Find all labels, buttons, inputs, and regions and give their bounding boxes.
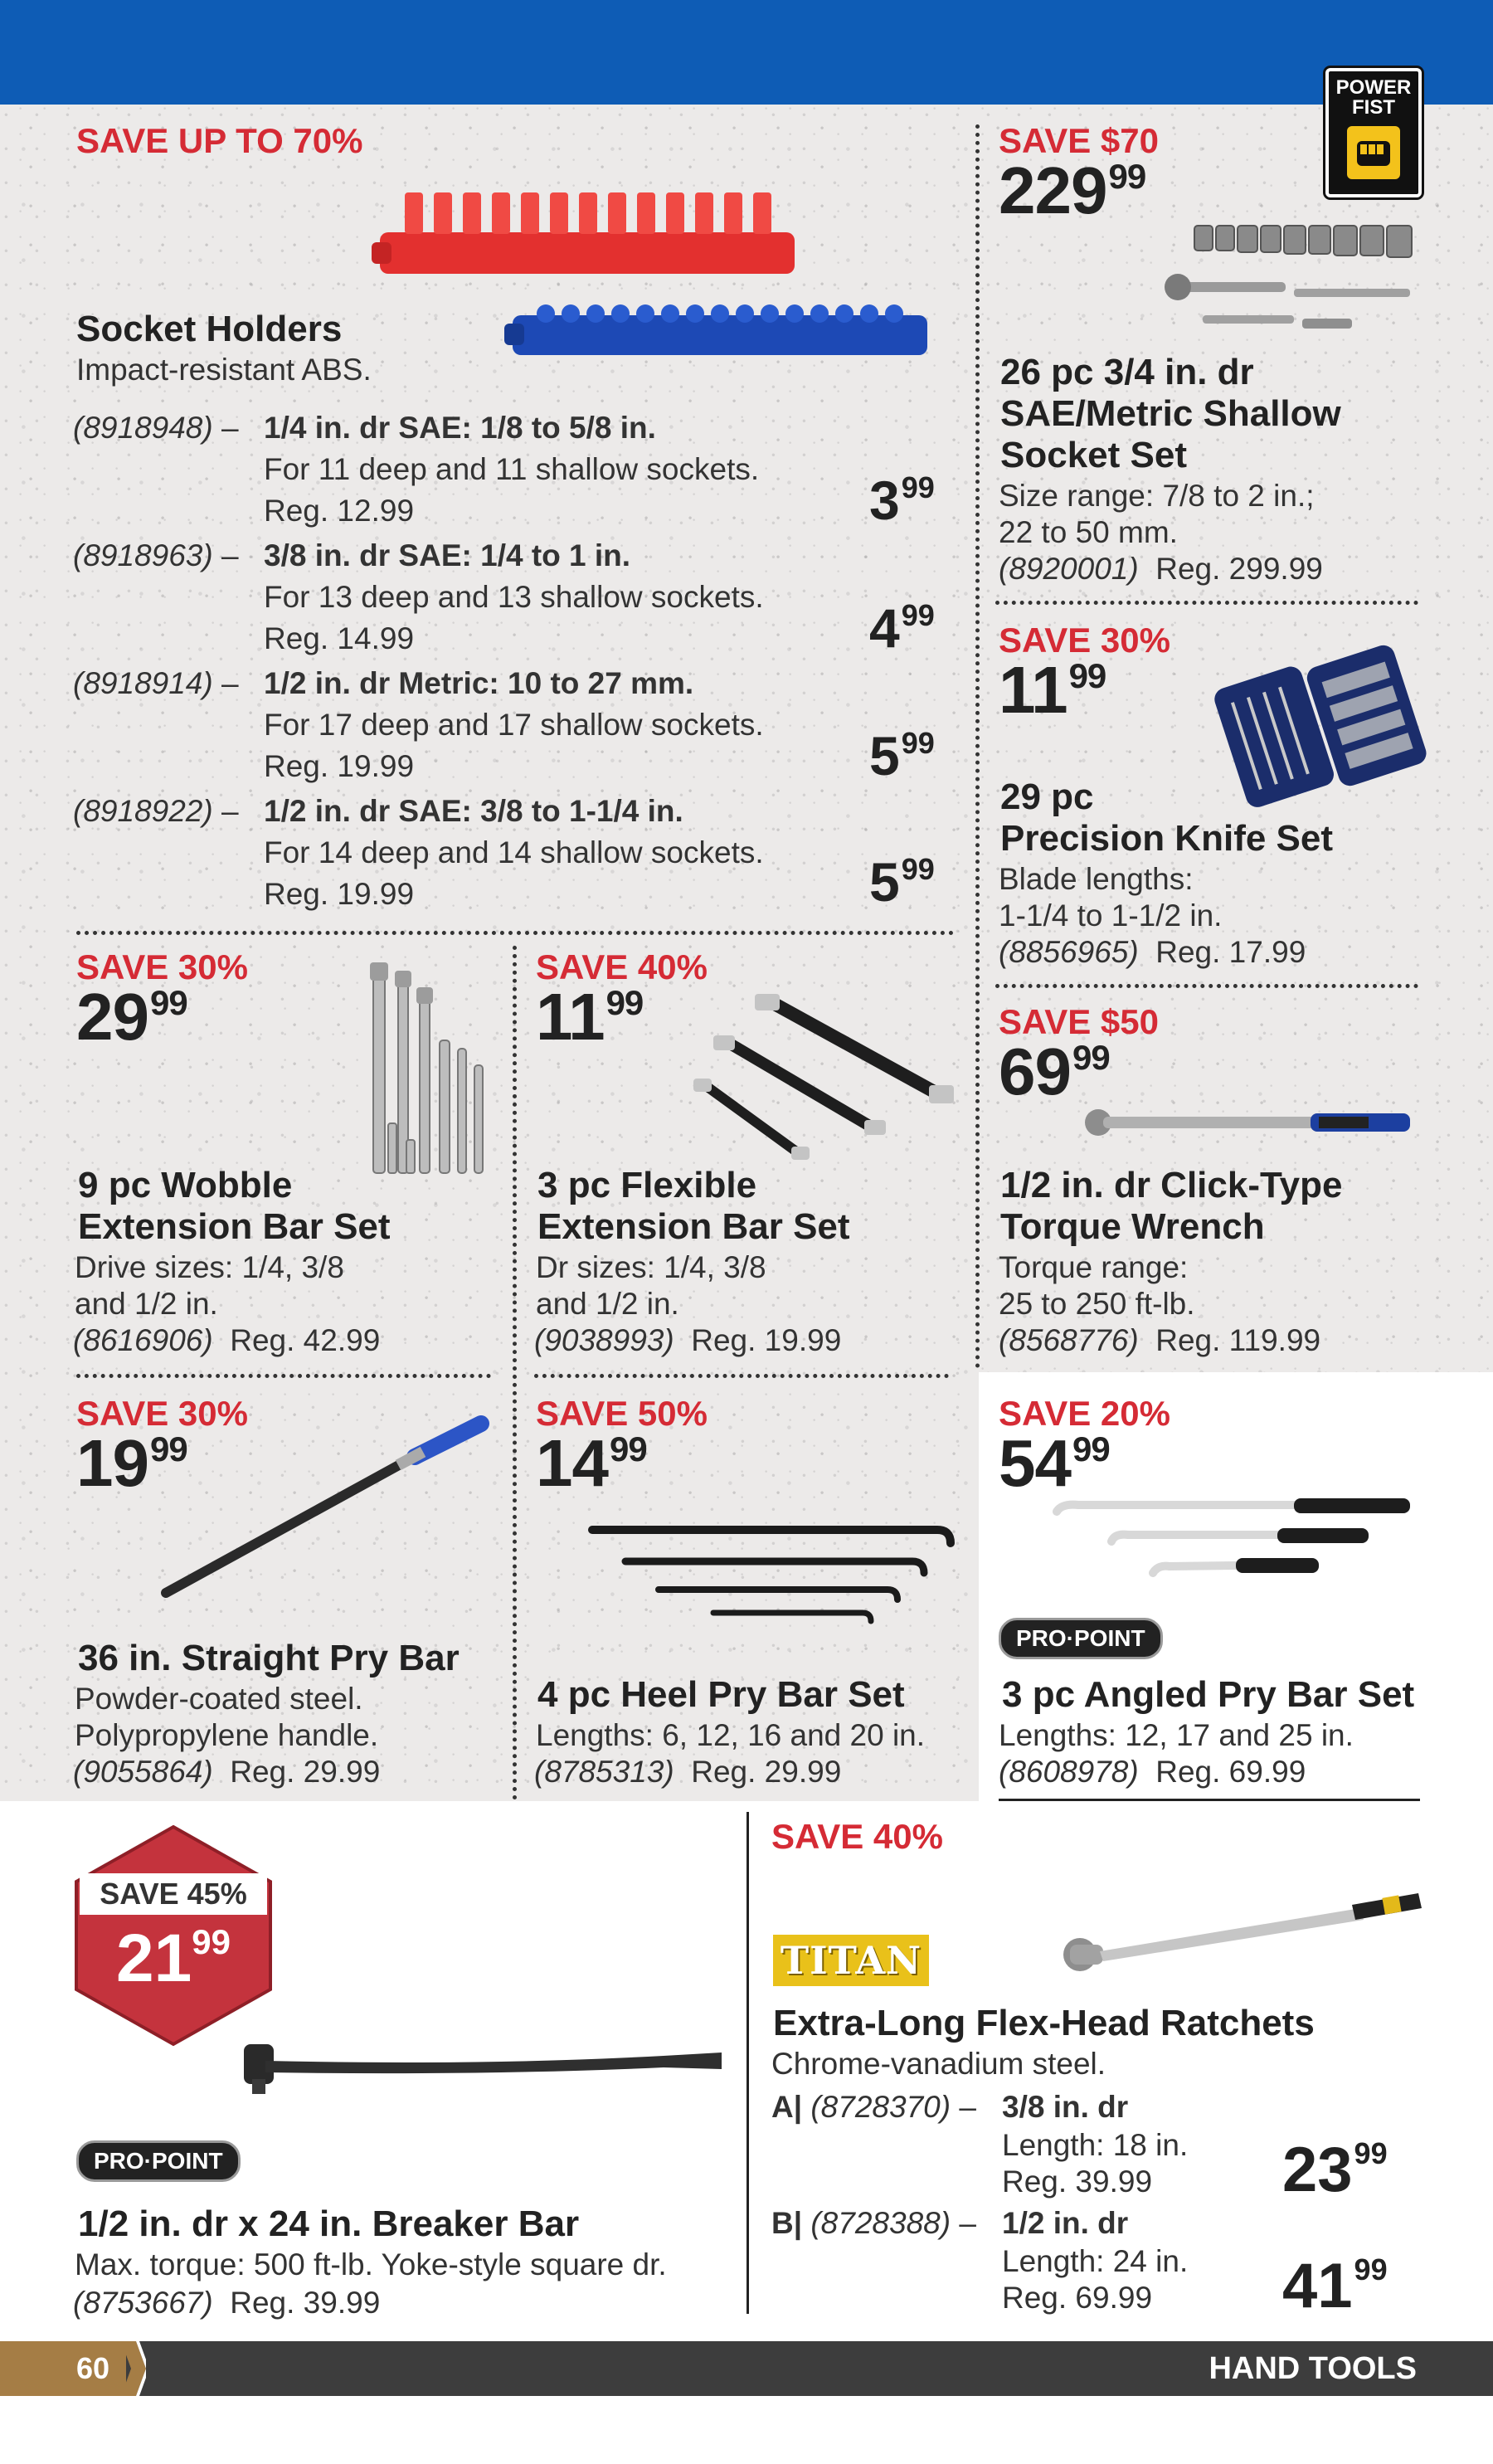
socket-set-sku-line: [999, 551, 1323, 587]
socket-set-save: SAVE $70: [999, 121, 1159, 160]
torque-wrench-image: [1078, 1102, 1427, 1143]
heel-pry-image: [581, 1510, 962, 1626]
reg-price: Reg. 69.99: [1155, 1755, 1306, 1789]
sku: (8856965): [999, 935, 1139, 969]
separator: –: [951, 2090, 976, 2124]
sku-line: [73, 538, 239, 574]
variant-desc: For 11 deep and 11 shallow sockets.: [264, 452, 760, 486]
sku: (9055864): [73, 1755, 213, 1789]
flexible-save: SAVE 40%: [536, 947, 708, 986]
sku: (9038993): [534, 1323, 674, 1357]
ratchet-image: [1045, 1875, 1427, 1983]
reg-price: Reg. 299.99: [1155, 552, 1323, 586]
sku: (8616906): [73, 1323, 213, 1357]
knife-set-price: [999, 653, 1106, 727]
torque-save: SAVE $50: [999, 1002, 1159, 1041]
straight-pry-body-1: Powder-coated steel.: [75, 1682, 363, 1716]
price-main: 29: [76, 980, 148, 1054]
price-cents: 99: [605, 983, 644, 1022]
variant-name: 1/4 in. dr SAE: 1/8 to 5/8 in.: [264, 411, 656, 445]
breaker-title: 1/2 in. dr x 24 in. Breaker Bar: [78, 2203, 580, 2244]
ratchets-save: SAVE 40%: [771, 1817, 943, 1856]
variant-name: 1/2 in. dr SAE: 3/8 to 1-1/4 in.: [264, 794, 683, 828]
flexible-body-1: Dr sizes: 1/4, 3/8: [536, 1250, 766, 1284]
wobble-title-2: Extension Bar Set: [78, 1206, 391, 1247]
reg-price: Reg. 119.99: [1155, 1323, 1321, 1357]
breaker-bar-image: [232, 2033, 730, 2116]
separator: –: [951, 2206, 976, 2240]
angled-pry-price: [999, 1426, 1110, 1500]
price-main: 229: [999, 153, 1107, 227]
separator: –: [212, 666, 239, 700]
page-number: 60: [76, 2351, 110, 2385]
socket-holders-subtitle: Impact-resistant ABS.: [76, 353, 372, 387]
divider-vertical-right: [975, 124, 980, 1369]
variant-name: 3/8 in. dr SAE: 1/4 to 1 in.: [264, 538, 631, 572]
divider-bottom-vertical: [746, 1812, 749, 2314]
price-main: 41: [1282, 2251, 1353, 2321]
variant-name: 1/2 in. dr Metric: 10 to 27 mm.: [264, 666, 694, 700]
price-cents: 99: [1072, 1038, 1110, 1077]
price-cents: 99: [1354, 2136, 1388, 2170]
price-cents: 99: [901, 598, 935, 632]
flexible-body-2: and 1/2 in.: [536, 1287, 679, 1321]
price-main: 14: [536, 1426, 608, 1500]
socket-holders-title: Socket Holders: [76, 309, 343, 349]
flexible-price: [536, 980, 644, 1054]
socket-set-title-2: SAE/Metric Shallow: [1000, 393, 1341, 434]
variant-reg: Reg. 39.99: [1002, 2165, 1153, 2199]
angled-pry-save: SAVE 20%: [999, 1394, 1170, 1433]
price-cents: 99: [1108, 157, 1146, 196]
variant-price: [869, 597, 935, 659]
price-cents: 99: [1072, 1429, 1110, 1468]
heel-pry-body-1: Lengths: 6, 12, 16 and 20 in.: [536, 1718, 926, 1752]
socket-holders-image: [372, 183, 969, 373]
chevron-right-icon: [121, 2341, 146, 2396]
sku-line: [73, 410, 239, 446]
socket-holders-save: SAVE UP TO 70%: [76, 121, 363, 160]
knife-set-save: SAVE 30%: [999, 621, 1170, 660]
price-main: 11: [999, 653, 1067, 727]
ratchets-subtitle: Chrome-vanadium steel.: [771, 2047, 1106, 2081]
socket-set-title-1: 26 pc 3/4 in. dr: [1000, 352, 1254, 392]
knife-set-title-1: 29 pc: [1000, 777, 1094, 817]
socket-set-body-2: 22 to 50 mm.: [999, 515, 1178, 549]
knife-set-body-1: Blade lengths:: [999, 862, 1194, 896]
torque-title-2: Torque Wrench: [1000, 1206, 1265, 1247]
price-cents: 99: [901, 852, 935, 886]
socket-set-title-3: Socket Set: [1000, 435, 1187, 475]
wobble-sku-line: [73, 1322, 380, 1359]
flexible-sku-line: [534, 1322, 841, 1359]
price-main: 23: [1282, 2135, 1353, 2205]
angled-pry-sku-line: [999, 1754, 1306, 1790]
variant-desc: For 17 deep and 17 shallow sockets.: [264, 708, 764, 742]
variant-reg: Reg. 14.99: [264, 621, 415, 655]
divider-right-1: [995, 601, 1418, 605]
sku: (8608978): [999, 1755, 1139, 1789]
sku: (8785313): [534, 1755, 674, 1789]
knife-set-sku-line: [999, 934, 1306, 971]
price-cents: 99: [901, 726, 935, 760]
price-cents: 99: [192, 1922, 231, 1961]
variant-desc: For 13 deep and 13 shallow sockets.: [264, 580, 764, 614]
knife-set-image: [1211, 627, 1427, 826]
variant-price: [869, 470, 935, 531]
reg-price: Reg. 42.99: [230, 1323, 381, 1357]
power-fist-logo: [1325, 68, 1422, 197]
variant-price: [1282, 2251, 1388, 2321]
divider-row3-left: [76, 1374, 491, 1378]
ratchets-title: Extra-Long Flex-Head Ratchets: [773, 2003, 1315, 2043]
sku: (8728388): [810, 2206, 951, 2240]
angled-pry-body-1: Lengths: 12, 17 and 25 in.: [999, 1718, 1354, 1752]
price-main: 54: [999, 1426, 1071, 1500]
price-main: 69: [999, 1035, 1071, 1108]
wobble-save: SAVE 30%: [76, 947, 248, 986]
price-cents: 99: [901, 470, 935, 504]
header-bar: [0, 0, 1493, 105]
propoint-logo-breaker: PRO·POINT: [76, 2140, 241, 2182]
price-main: 5: [869, 725, 900, 786]
sku: (8918948): [73, 411, 213, 445]
sku: (8920001): [999, 552, 1139, 586]
price-main: 11: [536, 980, 605, 1054]
angled-pry-image: [1045, 1493, 1427, 1601]
price-cents: 99: [149, 983, 187, 1022]
variant-desc: For 14 deep and 14 shallow sockets.: [264, 835, 764, 869]
separator: –: [212, 794, 239, 828]
socket-set-image: [1161, 217, 1427, 342]
torque-title-1: 1/2 in. dr Click-Type: [1000, 1165, 1343, 1205]
heel-pry-save: SAVE 50%: [536, 1394, 708, 1433]
flexible-title-2: Extension Bar Set: [537, 1206, 850, 1247]
divider-vertical-mid: [513, 946, 517, 1800]
variant-price: [869, 851, 935, 913]
variant-label: A|: [771, 2090, 803, 2124]
straight-pry-body-2: Polypropylene handle.: [75, 1718, 379, 1752]
variant-name: 3/8 in. dr: [1002, 2090, 1129, 2124]
sku: (8728370): [810, 2090, 951, 2124]
variant-reg: Reg. 12.99: [264, 494, 415, 528]
variant-reg: Reg. 69.99: [1002, 2281, 1153, 2315]
reg-price: Reg. 17.99: [1155, 935, 1306, 969]
knife-set-title-2: Precision Knife Set: [1000, 818, 1334, 859]
flexible-bar-image: [688, 986, 962, 1176]
variant-reg: Reg. 19.99: [264, 749, 415, 783]
propoint-logo-angled: PRO·POINT: [999, 1618, 1163, 1659]
reg-price: Reg. 29.99: [691, 1755, 842, 1789]
breaker-body-1: Max. torque: 500 ft-lb. Yoke-style square dr.: [75, 2247, 667, 2281]
breaker-price: [73, 1921, 274, 1996]
variant-price: [1282, 2135, 1388, 2205]
power-fist-logo-text: POWER FIST: [1335, 76, 1412, 119]
price-cents: 99: [1354, 2252, 1388, 2286]
variant-name: 1/2 in. dr: [1002, 2206, 1129, 2240]
wobble-body-2: and 1/2 in.: [75, 1287, 218, 1321]
wobble-title-1: 9 pc Wobble: [78, 1165, 293, 1205]
divider-row3-mid: [534, 1374, 949, 1378]
fist-icon: [1347, 126, 1400, 179]
variant-reg: Reg. 19.99: [264, 877, 415, 911]
reg-price: Reg. 39.99: [230, 2286, 381, 2320]
breaker-save: SAVE 45%: [100, 1877, 247, 1911]
straight-pry-image: [149, 1410, 506, 1609]
straight-pry-title: 36 in. Straight Pry Bar: [78, 1638, 460, 1678]
divider-below-socket-holders: [76, 931, 954, 935]
sku: (8568776): [999, 1323, 1139, 1357]
torque-sku-line: [999, 1322, 1320, 1359]
heel-pry-title: 4 pc Heel Pry Bar Set: [537, 1674, 905, 1715]
sku-line: [73, 665, 239, 702]
separator: –: [212, 538, 239, 572]
wobble-price: [76, 980, 187, 1054]
price-main: 3: [869, 470, 900, 531]
torque-body-2: 25 to 250 ft-lb.: [999, 1287, 1195, 1321]
straight-pry-sku-line: [73, 1754, 380, 1790]
separator: –: [212, 411, 239, 445]
variant-length: Length: 18 in.: [1002, 2128, 1189, 2162]
price-cents: 99: [609, 1429, 647, 1468]
angled-pry-title: 3 pc Angled Pry Bar Set: [1002, 1674, 1415, 1715]
variant-sku-line: [771, 2205, 976, 2242]
socket-set-price: [999, 153, 1146, 227]
price-cents: 99: [1068, 656, 1106, 695]
sku: (8918914): [73, 666, 213, 700]
divider-right-2: [995, 984, 1418, 988]
price-main: 21: [116, 1921, 192, 1996]
save-badge: [73, 1824, 274, 2048]
knife-set-body-2: 1-1/4 to 1-1/2 in.: [999, 898, 1223, 933]
price-main: 19: [76, 1426, 148, 1500]
torque-price: [999, 1035, 1110, 1108]
sku: (8918922): [73, 794, 213, 828]
price-main: 5: [869, 851, 900, 913]
section-label: HAND TOOLS: [1209, 2351, 1417, 2386]
sku: (8753667): [73, 2286, 213, 2320]
flexible-title-1: 3 pc Flexible: [537, 1165, 757, 1205]
divider-angled-bottom: [999, 1799, 1420, 1801]
sku-line: [73, 793, 239, 830]
price-main: 4: [869, 597, 900, 659]
wobble-body-1: Drive sizes: 1/4, 3/8: [75, 1250, 344, 1284]
heel-pry-price: [536, 1426, 647, 1500]
variant-label: B|: [771, 2206, 803, 2240]
variant-price: [869, 725, 935, 786]
socket-set-body-1: Size range: 7/8 to 2 in.;: [999, 479, 1315, 513]
variant-sku-line: [771, 2089, 976, 2126]
page-number-tab: [0, 2341, 126, 2396]
sku: (8918963): [73, 538, 213, 572]
titan-logo: TITAN: [773, 1935, 929, 1986]
price-cents: 99: [149, 1429, 187, 1468]
torque-body-1: Torque range:: [999, 1250, 1189, 1284]
straight-pry-save: SAVE 30%: [76, 1394, 248, 1433]
variant-length: Length: 24 in.: [1002, 2244, 1189, 2278]
heel-pry-sku-line: [534, 1754, 841, 1790]
reg-price: Reg. 19.99: [691, 1323, 842, 1357]
breaker-sku-line: [73, 2285, 380, 2321]
wobble-bar-image: [357, 949, 498, 1190]
reg-price: Reg. 29.99: [230, 1755, 381, 1789]
